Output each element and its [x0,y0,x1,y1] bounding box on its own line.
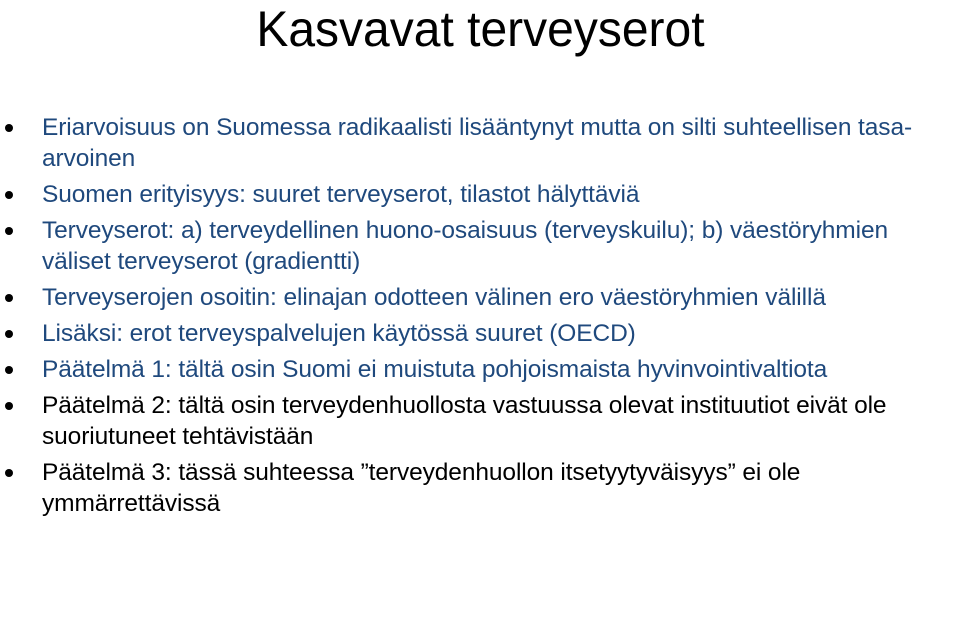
bullet-dot-icon [5,124,13,132]
bullet-dot-icon [5,402,13,410]
bullet-item [0,282,952,313]
bullet-dot-icon [5,191,13,199]
bullet-list [0,112,960,524]
bullet-dot-icon [5,366,13,374]
bullet-text: Suomen erityisyys: suuret terveyserot, tilastot hälyttäviä [42,181,640,208]
bullet-item [0,179,952,210]
bullet-item [0,318,952,349]
bullet-text: Terveyserot: a) terveydellinen huono-osaisuus (terveyskuilu); b) väestöryhmien väliset terveyserot (gradientti) [42,217,889,275]
bullet-text: Päätelmä 2: tältä osin terveydenhuollosta vastuussa olevat instituutiot eivät ole suoriutuneet tehtävistään [42,392,887,450]
bullet-text: Päätelmä 1: tältä osin Suomi ei muistuta pohjoismaista hyvinvointivaltiota [42,356,828,383]
slide-title [0,0,960,58]
bullet-text: Lisäksi: erot terveyspalvelujen käytössä suuret (OECD) [42,320,636,347]
bullet-text: Eriarvoisuus on Suomessa radikaalisti lisääntynyt mutta on silti suhteellisen tasa-arvoinen [42,114,913,172]
slide-title-text: Kasvavat terveyserot [255,1,705,57]
bullet-dot-icon [5,469,13,477]
bullet-item [0,457,952,519]
bullet-text: Päätelmä 3: tässä suhteessa ”terveydenhuollon itsetyytyväisyys” ei ole ymmärrettävissä [42,459,801,517]
bullet-dot-icon [5,294,13,302]
bullet-dot-icon [5,227,13,235]
bullet-item [0,390,952,452]
bullet-item [0,112,952,174]
bullet-item [0,215,952,277]
bullet-dot-icon [5,330,13,338]
bullet-text: Terveyserojen osoitin: elinajan odotteen välinen ero väestöryhmien välillä [42,284,826,311]
bullet-item [0,354,952,385]
